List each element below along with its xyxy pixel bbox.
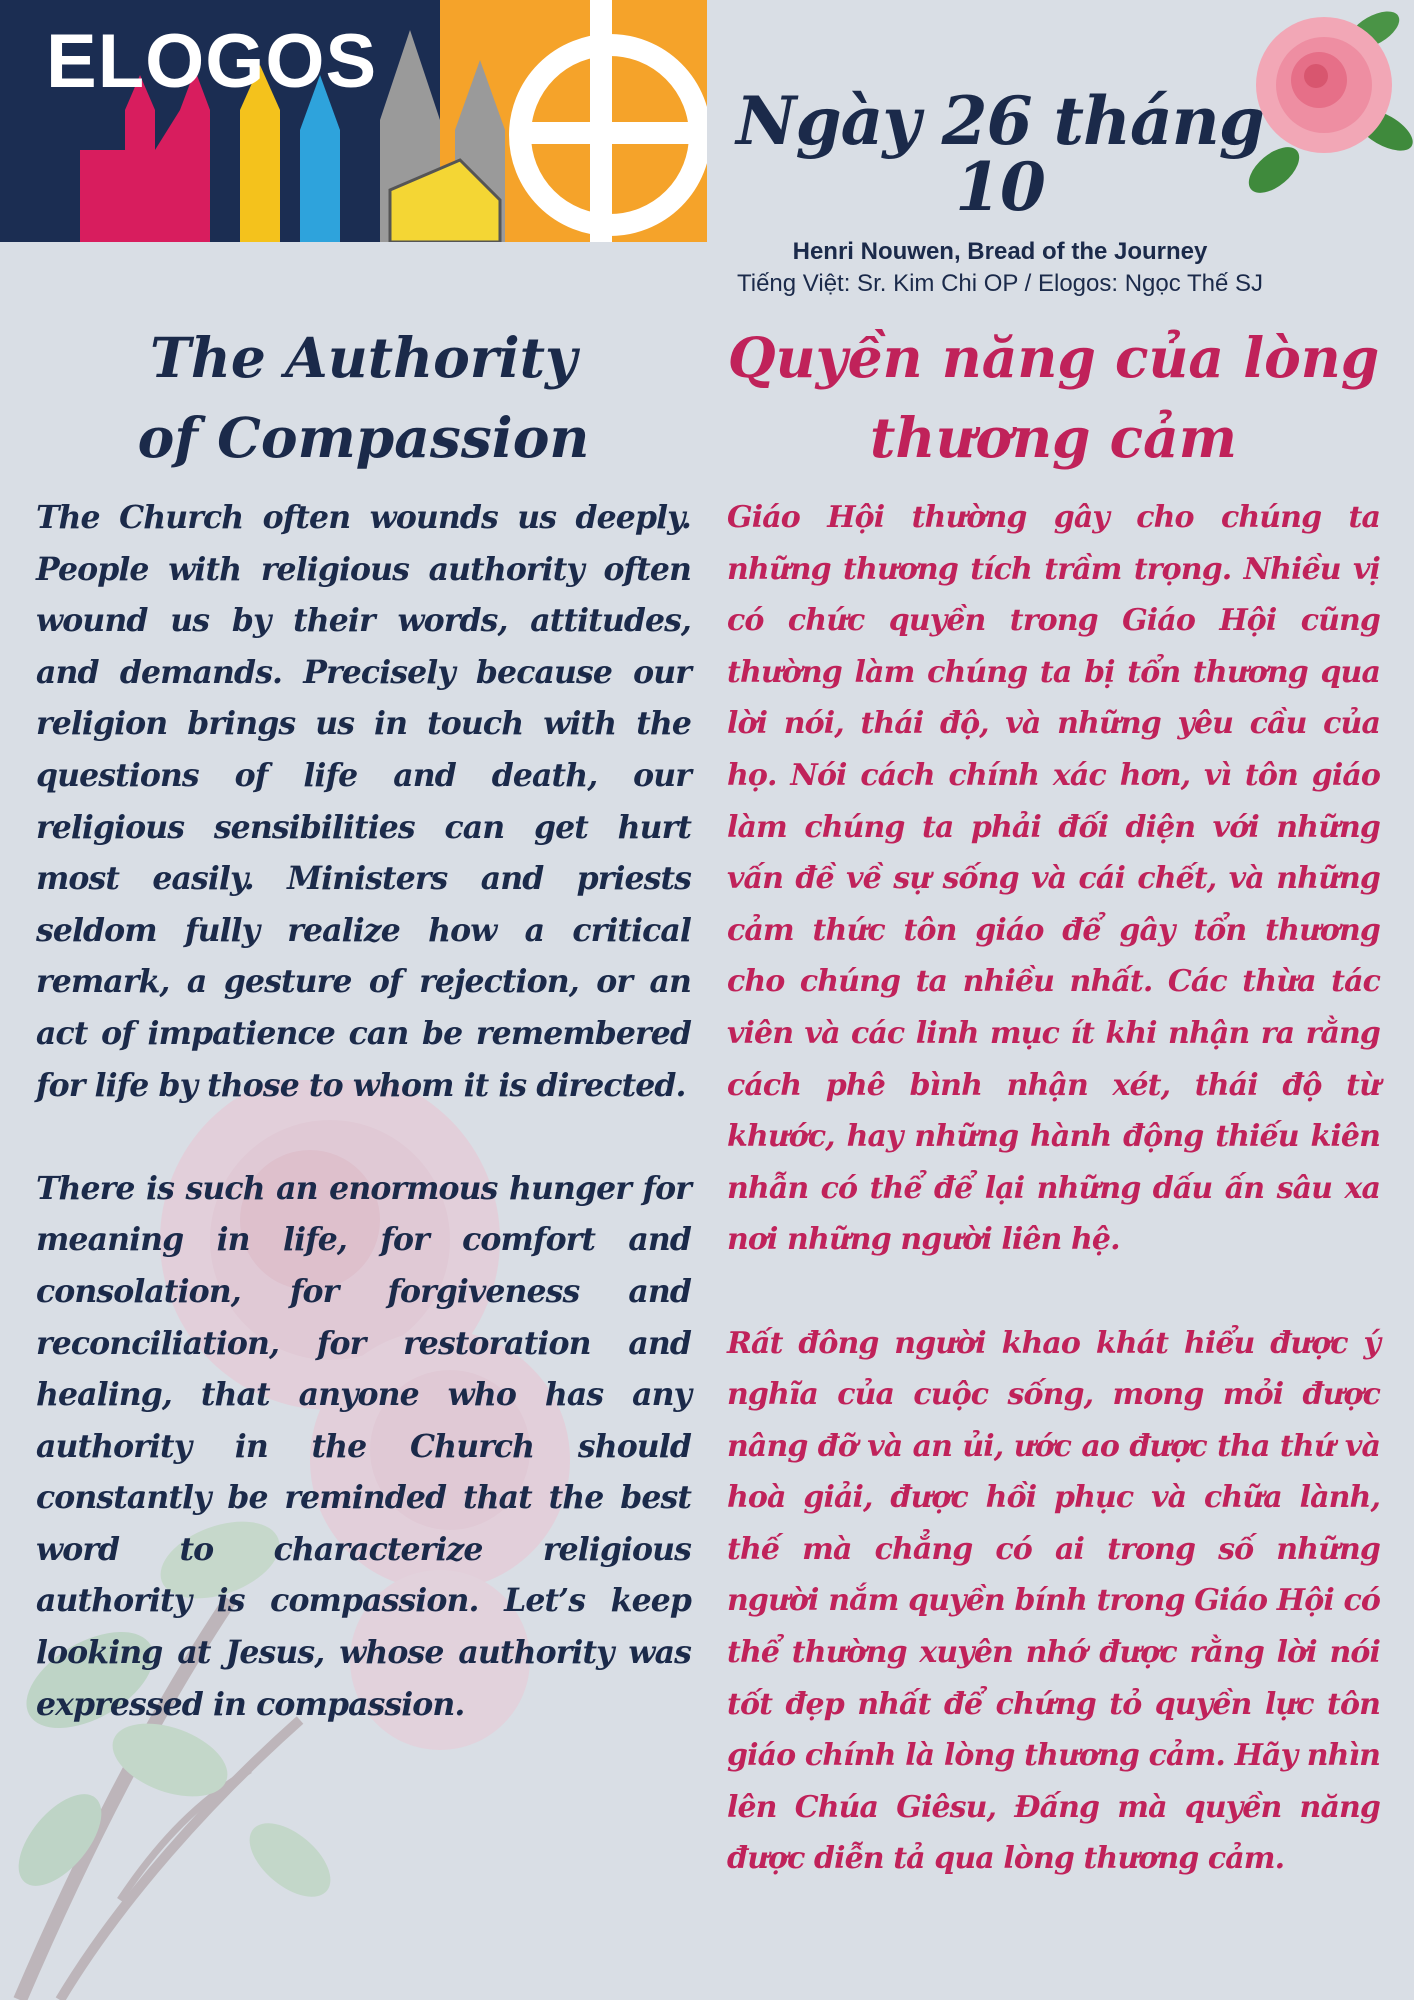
rose-icon (1224, 0, 1414, 200)
vietnamese-title (727, 318, 1380, 478)
source-credit: Henri Nouwen, Bread of the Journey (792, 238, 1208, 265)
page-header (700, 82, 1300, 297)
elogos-banner (0, 0, 707, 242)
vietnamese-paragraph: Rất đông người khao khát hiểu được ý nghĩa của cuộc sống, mong mỏi được nâng đỡ và an ủi, ước ao được tha thứ và hoà giải, được hồi phục và chữa lành, thế mà chẳng có ai trong số những người nắm quyền bính trong Giáo Hội có thể thường xuyên nhớ được rằng lời nói tốt đẹp nhất để chứng tỏ quyền lực tôn giáo chính là lòng thương cảm. Hãy nhìn lên Chúa Giêsu, Đấng mà quyền năng được diễn tả qua lòng thương cảm. (727, 1325, 1380, 1877)
vietnamese-column (727, 318, 1380, 1937)
vietnamese-paragraph: Giáo Hội thường gây cho chúng ta những thương tích trầm trọng. Nhiều vị có chức quyền trong Giáo Hội cũng thường làm chúng ta bị tổn thương qua lời nói, thái độ, và những yêu cầu của họ. Nói cách chính xác hơn, vì tôn giáo làm chúng ta phải đối diện với những vấn đề về sự sống và cái chết, và những cảm thức tôn giáo để gây tổn thương cho chúng ta nhiều nhất. Các thừa tác viên và các linh mục ít khi nhận ra rằng cách phê bình nhận xét, thái độ từ khước, hay những hành động thiếu kiên nhẫn có thể để lại những dấu ấn sâu xa nơi những người liên hệ. (727, 500, 1380, 1258)
english-column (36, 318, 691, 1782)
date-title: Ngày 26 tháng 10 (736, 82, 1264, 226)
english-paragraph: The Church often wounds us deeply. People with religious authority often wound us by their words, attitudes, and demands. Precisely because our religion brings us in touch with the questions of life and death, our religious sensibilities can get hurt most easily. Ministers and priests seldom fully realize how a critical remark, a gesture of rejection, or an act of impatience can be remembered for life by those to whom it is directed. (36, 499, 691, 1104)
english-title (36, 318, 691, 478)
vietnamese-title-line2: thương cảm (870, 405, 1237, 470)
vietnamese-title-line1: Quyền năng của lòng (727, 325, 1380, 390)
translator-credit: Tiếng Việt: Sr. Kim Chi OP / Elogos: Ngọc Thế SJ (736, 270, 1264, 297)
english-title-line1: The Authority (149, 325, 578, 390)
english-title-line2: of Compassion (137, 405, 590, 470)
english-paragraph: There is such an enormous hunger for meaning in life, for comfort and consolation, for forgiveness and reconciliation, for restoration and healing, that anyone who has any authority in the Church should constantly be reminded that the best word to characterize religious authority is compassion. Let’s keep looking at Jesus, whose authority was expressed in compassion. (36, 1169, 691, 1723)
elogos-logo-text: ELOGOS (46, 19, 378, 104)
